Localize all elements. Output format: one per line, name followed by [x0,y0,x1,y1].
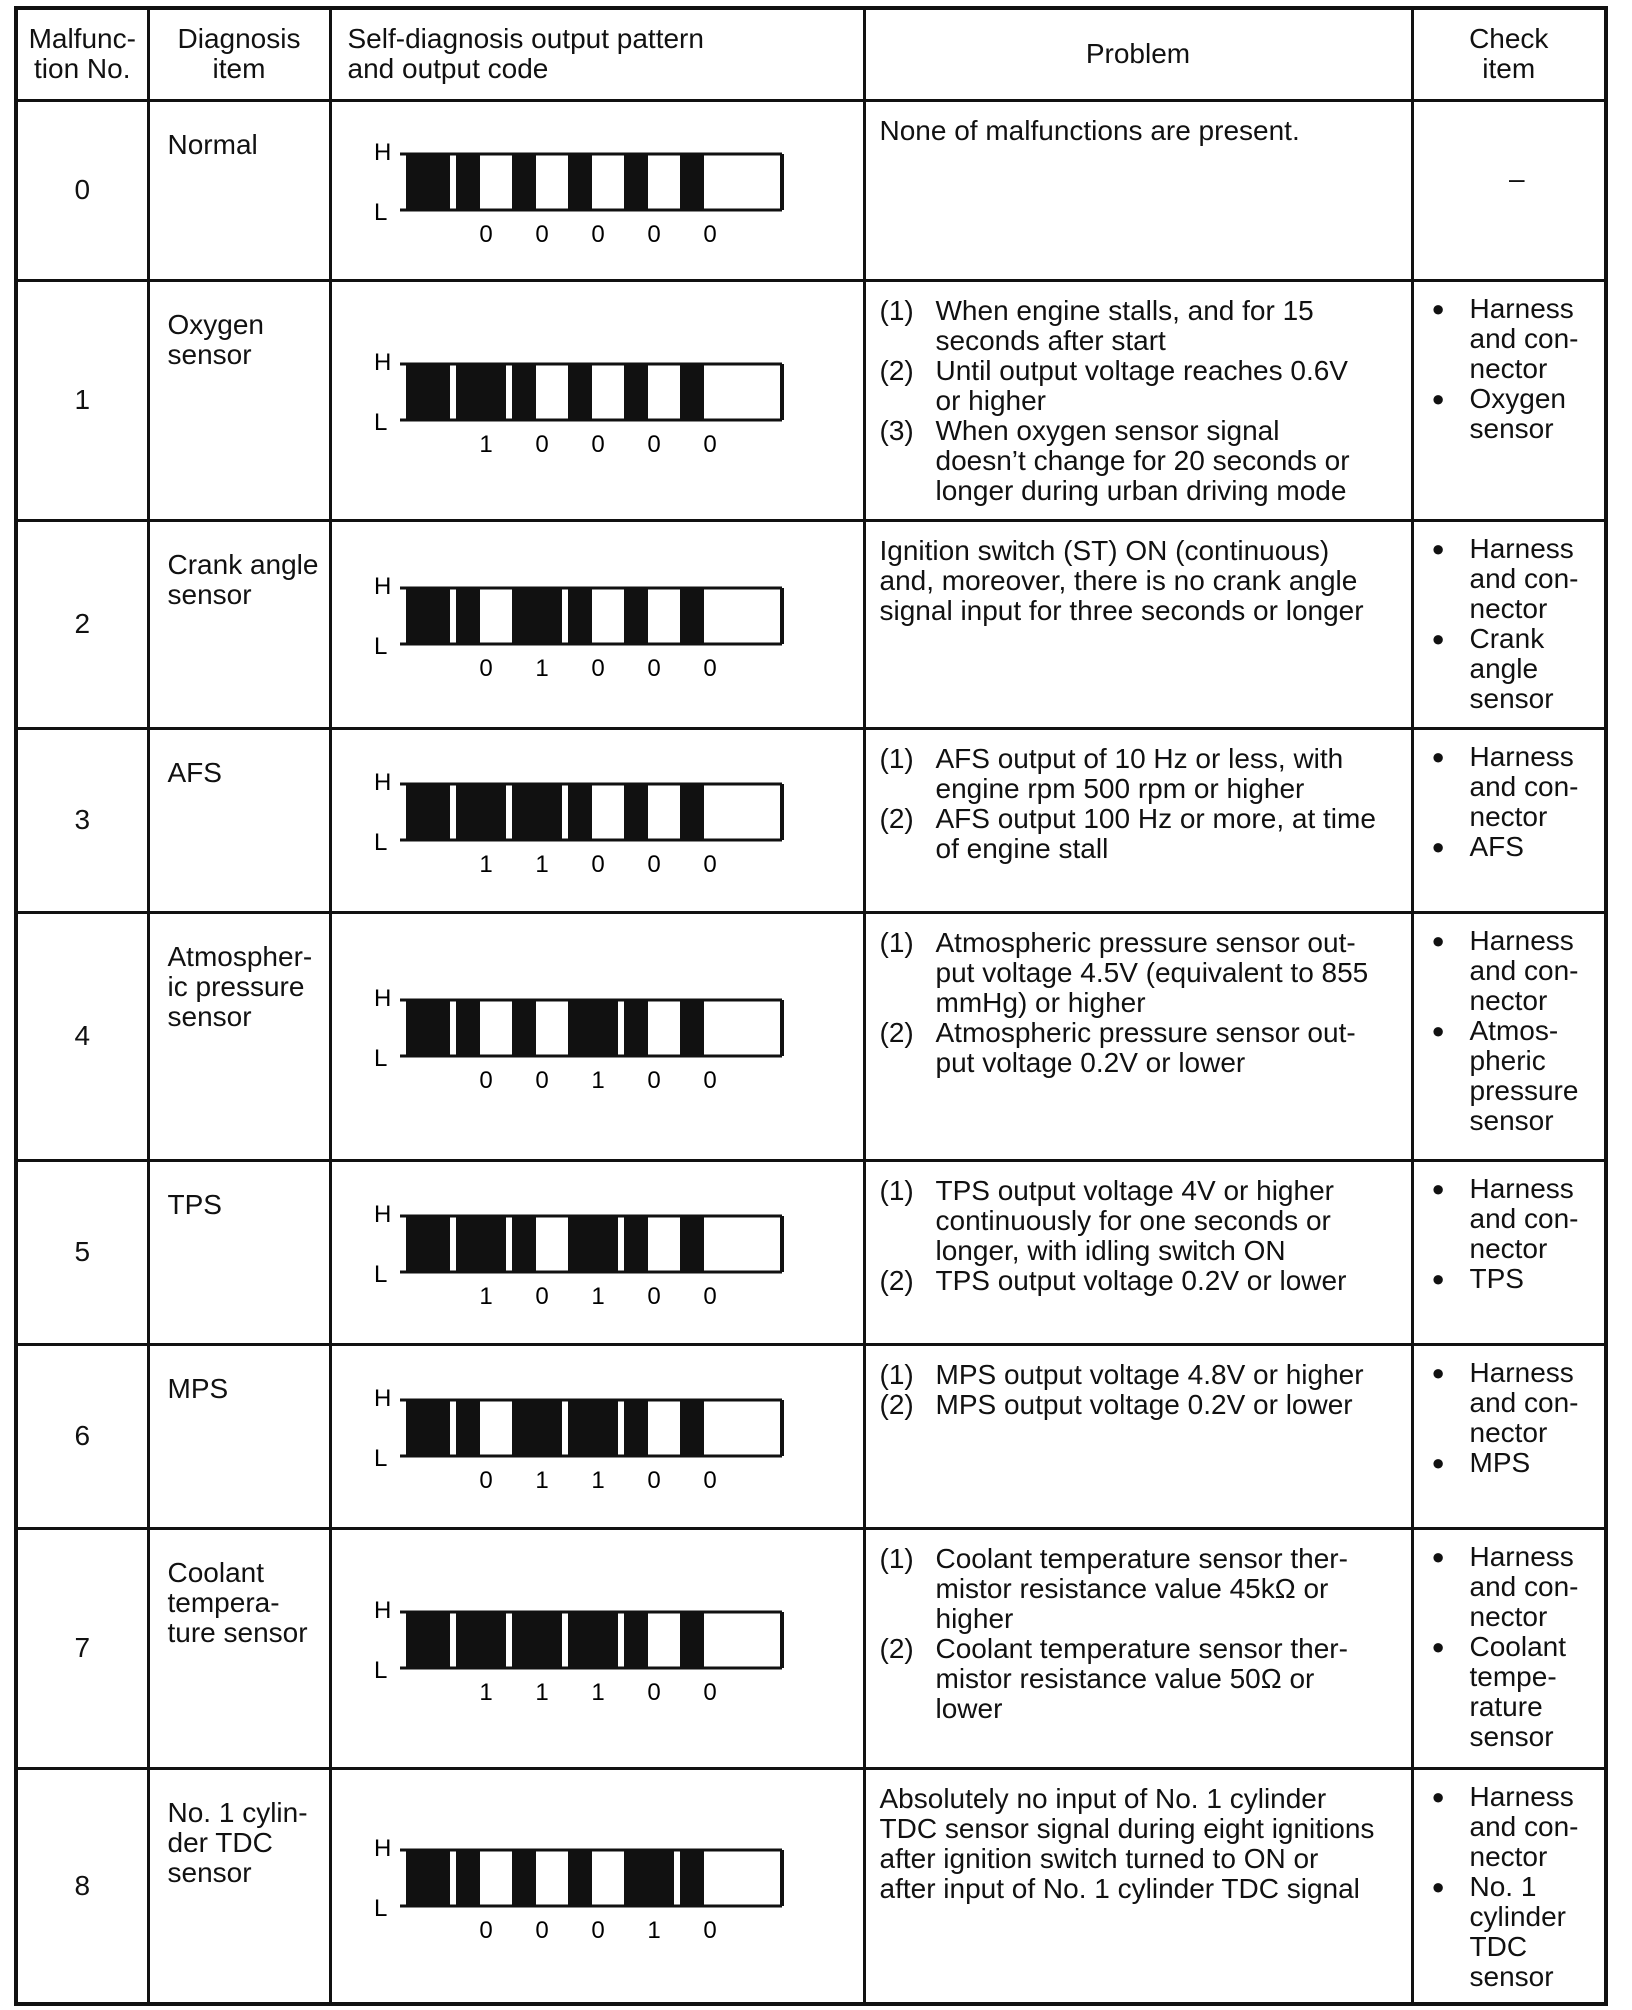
start-pulse [406,1216,450,1272]
high-level-label: H [373,985,391,1012]
bit-pulse [624,1216,648,1272]
problem-item: None of malfunctions are present. [879,114,1300,146]
bit-pulse [680,1612,704,1668]
bullet-icon: ● [1431,833,1445,859]
diagnosis-item-cell: Normal [148,100,330,280]
bullet-icon: ● [1431,1359,1445,1385]
problem-item: (2) AFS output 100 Hz or more, at time of engine stall [879,802,1376,864]
problem-cell [864,1528,1412,1768]
code-digit: 1 [590,1283,605,1310]
table-row [16,520,1606,728]
high-level-label: H [373,573,391,600]
check-item: ● No. 1 cylinder TDC sensor [1431,1870,1566,1992]
table-row [16,728,1606,912]
output-pattern-cell [330,912,864,1160]
code-digit: 0 [478,655,493,682]
bit-pulse [568,1400,618,1456]
code-digit: 0 [534,1067,549,1094]
code-digit: 0 [702,1679,717,1706]
check-item: – [1508,162,1525,194]
high-level-label: H [373,769,391,796]
check-item-cell [1412,280,1606,520]
bullet-icon: ● [1431,1017,1445,1043]
bullet-icon: ● [1431,1175,1445,1201]
problem-item: (1) Atmospheric pressure sensor out- put voltage 4.5V (equivalent to 855 mmHg) or higher [879,926,1369,1018]
code-digit: 1 [478,851,493,878]
header-malfunction-no: Malfunc- tion No. [16,8,148,100]
problem-cell [864,728,1412,912]
bit-pulse [624,1612,648,1668]
problem-item: (2) Atmospheric pressure sensor out- put voltage 0.2V or lower [879,1016,1356,1078]
bullet-icon: ● [1431,1633,1445,1659]
bit-pulse [568,784,592,840]
problem-item: (1) MPS output voltage 4.8V or higher [879,1358,1364,1390]
bit-pulse [624,1000,648,1056]
low-level-label: L [373,1445,387,1472]
bullet-icon: ● [1431,927,1445,953]
code-digit: 0 [646,221,661,248]
code-digit: 0 [478,221,493,248]
code-digit: 1 [478,1679,493,1706]
bit-pulse [568,1850,592,1906]
waveform-diagram [362,976,802,1096]
waveform-diagram [362,1192,802,1312]
code-digit: 0 [702,655,717,682]
bit-pulse [680,1216,704,1272]
code-digit: 0 [646,655,661,682]
bullet-icon: ● [1431,385,1445,411]
malfunction-no-cell: 1 [16,280,148,520]
low-level-label: L [373,409,387,436]
diagnosis-item-cell: No. 1 cylin- der TDC sensor [148,1768,330,2004]
problem-item: (1) TPS output voltage 4V or higher continuously for one seconds or longer, with idling switch ON [879,1174,1334,1266]
malfunction-no-cell: 5 [16,1160,148,1344]
bit-pulse [512,364,536,420]
bullet-icon: ● [1431,1783,1445,1809]
bit-pulse [512,1216,536,1272]
problem-item: (2) Until output voltage reaches 0.6V or higher [879,354,1348,416]
diagnosis-item-cell: MPS [148,1344,330,1528]
code-digit: 0 [646,431,661,458]
code-digit: 0 [646,1467,661,1494]
check-item: ● Harness and con- nector [1431,740,1579,832]
bit-pulse [624,784,648,840]
bit-pulse [568,1612,618,1668]
check-item: ● Harness and con- nector [1431,1780,1579,1872]
bit-pulse [456,1612,506,1668]
code-digit: 1 [646,1916,661,1944]
malfunction-no-cell: 8 [16,1768,148,2004]
waveform-diagram [362,1376,802,1496]
problem-item: Absolutely no input of No. 1 cylinder TDC sensor signal during eight ignitions after ignition switch turned to ON or after input of No. 1 cylinder TDC signal [879,1782,1375,1904]
problem-item: (2) TPS output voltage 0.2V or lower [879,1264,1347,1296]
bit-pulse [456,1000,480,1056]
table-row [16,912,1606,1160]
code-digit: 0 [646,851,661,878]
problem-cell [864,280,1412,520]
malfunction-no-cell: 3 [16,728,148,912]
code-digit: 0 [590,221,605,248]
malfunction-no-cell: 7 [16,1528,148,1768]
bit-pulse [680,1850,704,1906]
bit-pulse [680,1000,704,1056]
bit-pulse [456,364,506,420]
check-item-cell [1412,1160,1606,1344]
bullet-icon: ● [1431,1543,1445,1569]
start-pulse [406,1400,450,1456]
table-body [16,100,1606,2004]
problem-cell [864,912,1412,1160]
problem-item: (2) MPS output voltage 0.2V or lower [879,1388,1353,1420]
bit-pulse [568,1216,618,1272]
check-item-cell [1412,1768,1606,2004]
diagnosis-item-cell: Atmospher- ic pressure sensor [148,912,330,1160]
bit-pulse [680,1400,704,1456]
check-item-cell [1412,912,1606,1160]
code-digit: 0 [478,1067,493,1094]
bit-pulse [456,784,506,840]
problem-item: (1) When engine stalls, and for 15 seconds after start [879,294,1314,356]
bit-pulse [680,784,704,840]
table-row [16,280,1606,520]
bit-pulse [512,1850,536,1906]
malfunction-no-cell: 6 [16,1344,148,1528]
waveform-diagram [362,340,802,460]
diagnosis-item-cell: Coolant tempera- ture sensor [148,1528,330,1768]
code-digit: 0 [590,851,605,878]
waveform-diagram [362,564,802,684]
check-item: ● Harness and con- nector [1431,1540,1579,1632]
low-level-label: L [373,199,387,226]
start-pulse [406,1000,450,1056]
table-row [16,1160,1606,1344]
bit-pulse [512,154,536,210]
problem-item: (3) When oxygen sensor signal doesn’t change for 20 seconds or longer during urban driving mode [879,414,1350,506]
code-digit: 0 [702,1916,717,1944]
malfunction-no-cell: 4 [16,912,148,1160]
bit-pulse [456,588,480,644]
problem-cell [864,1160,1412,1344]
malfunction-no-cell: 2 [16,520,148,728]
code-digit: 0 [534,1916,549,1944]
header-diagnosis-item: Diagnosis item [148,8,330,100]
problem-cell [864,1344,1412,1528]
output-pattern-cell [330,728,864,912]
bit-pulse [624,154,648,210]
start-pulse [406,1850,450,1906]
check-item: ● MPS [1431,1446,1531,1478]
check-item: ● Harness and con- nector [1431,1172,1579,1264]
start-pulse [406,154,450,210]
diagnosis-item-cell: TPS [148,1160,330,1344]
code-digit: 0 [534,431,549,458]
start-pulse [406,1612,450,1668]
low-level-label: L [373,1045,387,1072]
bit-pulse [456,1400,480,1456]
bit-pulse [512,784,562,840]
code-digit: 1 [590,1467,605,1494]
code-digit: 0 [590,431,605,458]
code-digit: 1 [478,431,493,458]
table-row [16,1768,1606,2004]
problem-cell [864,520,1412,728]
check-item-cell [1412,100,1606,280]
table-row [16,1528,1606,1768]
bit-pulse [568,154,592,210]
high-level-label: H [373,139,391,166]
bit-pulse [568,364,592,420]
header-row [16,8,1606,100]
bit-pulse [456,1216,506,1272]
problem-item: (2) Coolant temperature sensor ther- mistor resistance value 50Ω or lower [879,1632,1348,1724]
self-diagnosis-table [14,6,1608,2006]
header-output-pattern: Self-diagnosis output pattern and output code [330,8,864,100]
low-level-label: L [373,1657,387,1684]
bit-pulse [624,588,648,644]
bullet-icon: ● [1431,1449,1445,1475]
output-pattern-cell [330,1160,864,1344]
bit-pulse [568,588,592,644]
start-pulse [406,588,450,644]
bit-pulse [512,1400,562,1456]
bullet-icon: ● [1431,295,1445,321]
code-digit: 0 [702,221,717,248]
bullet-icon: ● [1431,1873,1445,1899]
high-level-label: H [373,1201,391,1228]
check-item: ● Harness and con- nector [1431,1356,1579,1448]
output-pattern-cell [330,1344,864,1528]
low-level-label: L [373,1894,387,1922]
check-item: ● Oxygen sensor [1431,382,1566,444]
code-digit: 0 [590,655,605,682]
check-item: ● Harness and con- nector [1431,532,1579,624]
code-digit: 0 [478,1467,493,1494]
low-level-label: L [373,1261,387,1288]
bit-pulse [680,154,704,210]
bit-pulse [624,364,648,420]
code-digit: 0 [702,1283,717,1310]
code-digit: 1 [534,655,549,682]
output-pattern-cell [330,100,864,280]
low-level-label: L [373,829,387,856]
code-digit: 1 [590,1679,605,1706]
diagnosis-item-cell: AFS [148,728,330,912]
high-level-label: H [373,1597,391,1624]
code-digit: 0 [590,1916,605,1944]
check-item: ● Crank angle sensor [1431,622,1554,714]
output-pattern-cell [330,520,864,728]
check-item: ● Harness and con- nector [1431,292,1579,384]
code-digit: 0 [702,1467,717,1494]
problem-cell [864,100,1412,280]
waveform-diagram [362,1826,802,1946]
bit-pulse [456,1850,480,1906]
code-digit: 0 [702,431,717,458]
bullet-icon: ● [1431,625,1445,651]
header-problem: Problem [864,8,1412,100]
code-digit: 1 [478,1283,493,1310]
code-digit: 0 [534,1283,549,1310]
check-item: ● Coolant tempe- rature sensor [1431,1630,1567,1752]
output-pattern-cell [330,1768,864,2004]
output-pattern-cell [330,1528,864,1768]
bullet-icon: ● [1431,743,1445,769]
problem-item: (1) AFS output of 10 Hz or less, with engine rpm 500 rpm or higher [879,742,1344,804]
output-pattern-cell [330,280,864,520]
code-digit: 1 [534,1467,549,1494]
code-digit: 0 [702,1067,717,1094]
bit-pulse [512,1000,536,1056]
code-digit: 0 [534,221,549,248]
check-item: ● Atmos- pheric pressure sensor [1431,1014,1579,1136]
code-digit: 0 [646,1067,661,1094]
check-item-cell [1412,728,1606,912]
code-digit: 0 [702,851,717,878]
bit-pulse [680,364,704,420]
code-digit: 1 [534,851,549,878]
waveform-diagram [362,130,802,250]
problem-cell [864,1768,1412,2004]
bullet-icon: ● [1431,535,1445,561]
malfunction-no-cell: 0 [16,100,148,280]
bit-pulse [624,1850,674,1906]
start-pulse [406,784,450,840]
table-row [16,100,1606,280]
diagnosis-item-cell: Crank angle sensor [148,520,330,728]
check-item-cell [1412,1528,1606,1768]
check-item: ● Harness and con- nector [1431,924,1579,1016]
waveform-diagram [362,1588,802,1708]
bullet-icon: ● [1431,1265,1445,1291]
code-digit: 1 [534,1679,549,1706]
high-level-label: H [373,1385,391,1412]
bit-pulse [456,154,480,210]
code-digit: 0 [646,1283,661,1310]
problem-item: Ignition switch (ST) ON (continuous) and, moreover, there is no crank angle signal input for three seconds or longer [879,534,1364,626]
check-item-cell [1412,520,1606,728]
low-level-label: L [373,633,387,660]
high-level-label: H [373,1834,391,1862]
start-pulse [406,364,450,420]
diagnosis-item-cell: Oxygen sensor [148,280,330,520]
check-item-cell [1412,1344,1606,1528]
bit-pulse [512,1612,562,1668]
bit-pulse [512,588,562,644]
bit-pulse [568,1000,618,1056]
code-digit: 0 [478,1916,493,1944]
header-check-item: Check item [1412,8,1606,100]
table-row [16,1344,1606,1528]
problem-item: (1) Coolant temperature sensor ther- mistor resistance value 45kΩ or higher [879,1542,1348,1634]
bit-pulse [624,1400,648,1456]
check-item: ● TPS [1431,1262,1524,1294]
code-digit: 0 [646,1679,661,1706]
high-level-label: H [373,349,391,376]
bit-pulse [680,588,704,644]
code-digit: 1 [590,1067,605,1094]
check-item: ● AFS [1431,830,1524,862]
waveform-diagram [362,760,802,880]
